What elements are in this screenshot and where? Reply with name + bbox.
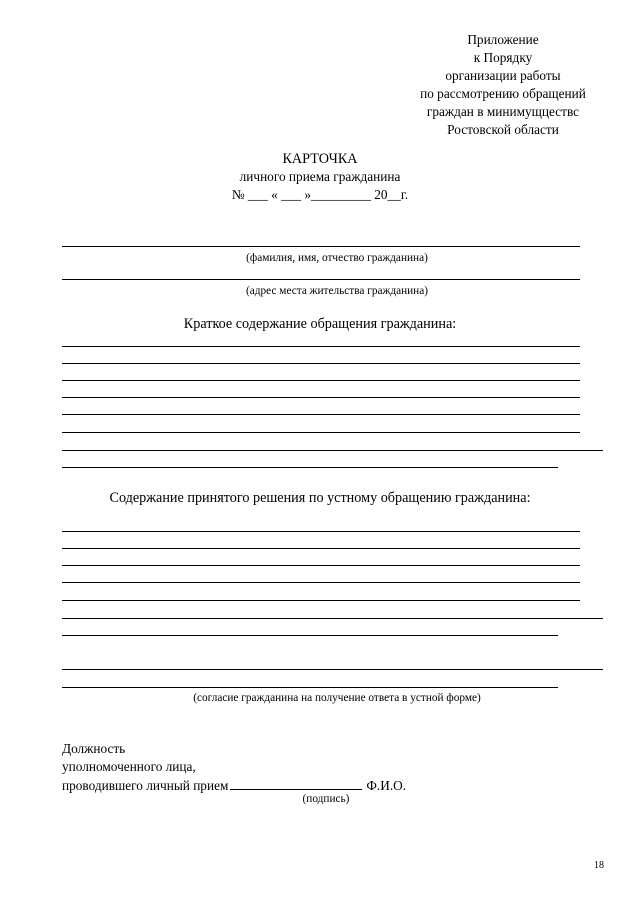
decision-line	[62, 548, 580, 549]
fio-caption: (фамилия, имя, отчество гражданина)	[246, 252, 428, 264]
document-subtitle: личного приема гражданина	[239, 169, 401, 184]
summary-line	[62, 432, 580, 433]
appendix-line: организации работы	[445, 68, 561, 83]
decision-line	[62, 531, 580, 532]
appendix-line: Приложение	[467, 32, 539, 47]
document-title: КАРТОЧКА	[282, 151, 358, 167]
decision-heading: Содержание принятого решения по устному обращению гражданина:	[109, 490, 531, 506]
appendix-line: по рассмотрению обращений	[420, 86, 586, 101]
decision-line	[62, 565, 580, 566]
decision-line	[62, 618, 603, 619]
fio-line	[62, 246, 580, 247]
summary-line	[62, 414, 580, 415]
position-label-line3: проводившего личный прием	[62, 778, 229, 793]
decision-line	[62, 582, 580, 583]
position-label-line1: Должность	[62, 741, 126, 756]
consent-caption: (согласие гражданина на получение ответа в устной форме)	[193, 692, 481, 704]
summary-line	[62, 397, 580, 398]
summary-line	[62, 467, 558, 468]
summary-line	[62, 450, 603, 451]
address-line	[62, 279, 580, 280]
position-label-line2: уполномоченного лица,	[62, 759, 196, 774]
summary-line	[62, 346, 580, 347]
signature-blank	[230, 776, 362, 790]
summary-heading: Краткое содержание обращения гражданина:	[183, 316, 457, 332]
appendix-block	[380, 31, 626, 139]
card-number-date-line: № ___ « ___ »_________ 20__г.	[231, 187, 409, 202]
decision-line	[62, 635, 558, 636]
fio-label: Ф.И.О.	[366, 778, 407, 793]
appendix-line: Ростовской области	[447, 122, 559, 137]
appendix-line: к Порядку	[473, 50, 533, 65]
consent-line	[62, 687, 558, 688]
address-caption: (адрес места жительства гражданина)	[245, 285, 429, 297]
decision-line	[62, 600, 580, 601]
page-number: 18	[594, 860, 604, 871]
signature-caption: (подпись)	[302, 793, 350, 805]
consent-line	[62, 669, 603, 670]
summary-line	[62, 363, 580, 364]
summary-line	[62, 380, 580, 381]
appendix-line: граждан в минимущцествс	[426, 104, 580, 119]
